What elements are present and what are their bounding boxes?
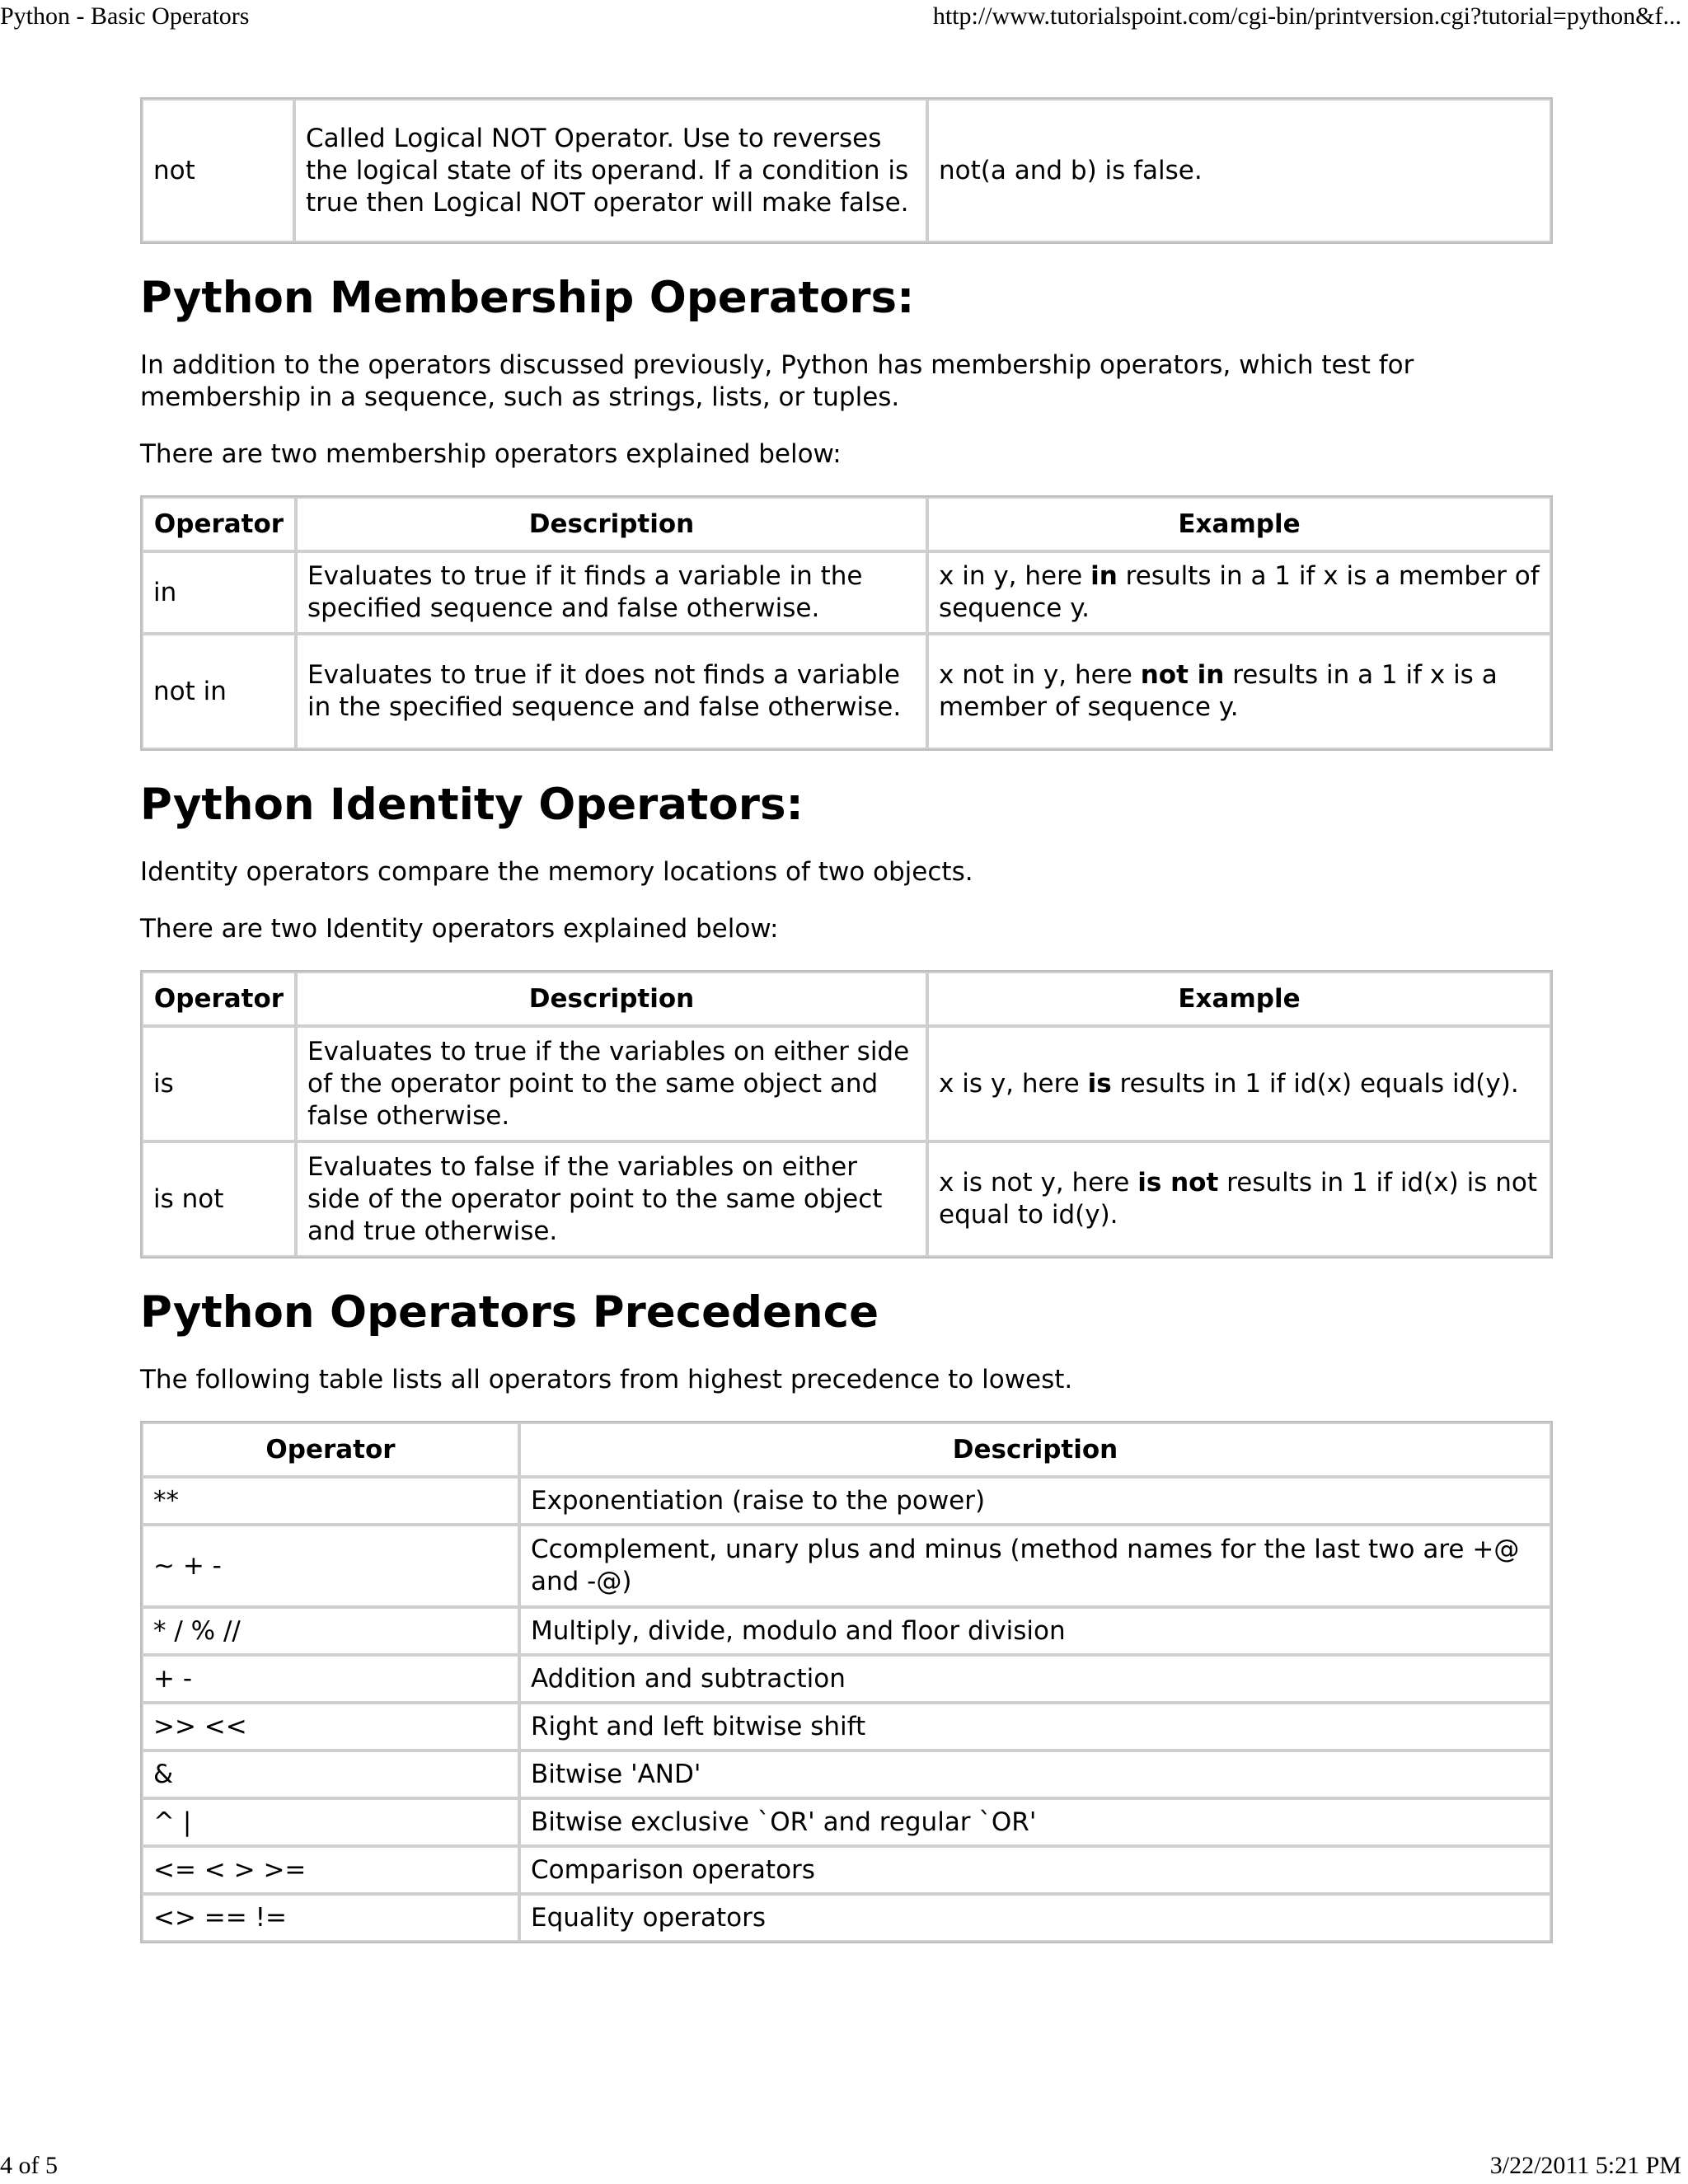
table-row xyxy=(142,1607,1551,1655)
example-text: results in 1 if id(x) equals id(y). xyxy=(1111,1068,1519,1099)
membership-intro: In addition to the operators discussed previously, Python has membership operators, which test for membership in a sequence, such as strings, lists, or tuples. xyxy=(140,350,1414,412)
print-header-url: http://www.tutorialspoint.com/cgi-bin/printversion.cgi?tutorial=python&f... xyxy=(932,2,1681,30)
operator-cell: is not xyxy=(142,1141,296,1257)
description-cell: Evaluates to true if it finds a variable in the specified sequence and false otherwise. xyxy=(296,551,927,634)
operator-cell: ^ | xyxy=(142,1798,519,1846)
example-keyword: is xyxy=(1087,1068,1112,1099)
table-row xyxy=(142,634,1551,749)
description-cell: Evaluates to true if the variables on either side of the operator point to the same object and false otherwise. xyxy=(296,1026,927,1141)
operator-cell: not in xyxy=(142,634,296,749)
column-header: Operator xyxy=(142,1422,519,1477)
operator-cell: * / % // xyxy=(142,1607,519,1655)
example-cell xyxy=(927,634,1551,749)
logical-operators-table-continued xyxy=(140,97,1553,244)
column-header: Operator xyxy=(142,497,296,551)
column-header: Description xyxy=(296,497,927,551)
identity-operators-table xyxy=(140,970,1553,1258)
example-keyword: in xyxy=(1090,561,1118,591)
operator-cell: + - xyxy=(142,1655,519,1703)
table-row xyxy=(142,1750,1551,1798)
table-row xyxy=(142,1525,1551,1607)
operator-cell: & xyxy=(142,1750,519,1798)
example-cell: not(a and b) is false. xyxy=(927,99,1551,242)
example-cell xyxy=(927,551,1551,634)
membership-lead: There are two membership operators explained below: xyxy=(140,439,842,469)
column-header: Operator xyxy=(142,972,296,1026)
description-cell: Multiply, divide, modulo and floor division xyxy=(519,1607,1551,1655)
operator-cell: not xyxy=(142,99,294,242)
table-row xyxy=(142,551,1551,634)
operator-cell: <> == != xyxy=(142,1894,519,1942)
description-cell: Evaluates to false if the variables on either side of the operator point to the same object and true otherwise. xyxy=(296,1141,927,1257)
table-row xyxy=(142,1141,1551,1257)
print-datetime: 3/22/2011 5:21 PM xyxy=(1489,2152,1681,2179)
column-header: Description xyxy=(296,972,927,1026)
example-text: results in a 1 if x is a member of sequence y. xyxy=(939,561,1540,623)
operator-cell: is xyxy=(142,1026,296,1141)
operator-cell: ~ + - xyxy=(142,1525,519,1607)
page-content xyxy=(140,97,1550,1943)
table-header-row xyxy=(142,1422,1551,1477)
description-cell: Exponentiation (raise to the power) xyxy=(519,1477,1551,1525)
example-keyword: is not xyxy=(1137,1168,1219,1197)
table-row xyxy=(142,99,1551,242)
description-cell: Ccomplement, unary plus and minus (method names for the last two are +@ and -@) xyxy=(519,1525,1551,1607)
table-row xyxy=(142,1798,1551,1846)
table-row xyxy=(142,1846,1551,1894)
table-row xyxy=(142,1477,1551,1525)
table-row xyxy=(142,1703,1551,1750)
identity-lead: There are two Identity operators explained below: xyxy=(140,914,779,944)
table-row xyxy=(142,1894,1551,1942)
description-cell: Called Logical NOT Operator. Use to reverses the logical state of its operand. If a condition is true then Logical NOT operator will make false. xyxy=(294,99,927,242)
operator-cell: ** xyxy=(142,1477,519,1525)
column-header: Description xyxy=(519,1422,1551,1477)
table-row xyxy=(142,1655,1551,1703)
operator-cell: in xyxy=(142,551,296,634)
description-cell: Bitwise 'AND' xyxy=(519,1750,1551,1798)
example-cell xyxy=(927,1141,1551,1257)
precedence-intro: The following table lists all operators from highest precedence to lowest. xyxy=(140,1365,1073,1394)
example-text: x not in y, here xyxy=(939,660,1141,690)
example-text: x is not y, here xyxy=(939,1168,1138,1197)
description-cell: Comparison operators xyxy=(519,1846,1551,1894)
example-text: results in 1 if id(x) is not equal to id(y). xyxy=(939,1168,1537,1230)
membership-operators-table xyxy=(140,495,1553,751)
example-text: x is y, here xyxy=(939,1068,1088,1099)
column-header: Example xyxy=(927,497,1551,551)
operator-cell: <= < > >= xyxy=(142,1846,519,1894)
page-number: 4 of 5 xyxy=(0,2152,58,2179)
precedence-table xyxy=(140,1421,1553,1943)
example-cell xyxy=(927,1026,1551,1141)
description-cell: Bitwise exclusive `OR' and regular `OR' xyxy=(519,1798,1551,1846)
membership-heading: Python Membership Operators: xyxy=(140,273,915,323)
description-cell: Right and left bitwise shift xyxy=(519,1703,1551,1750)
description-cell: Equality operators xyxy=(519,1894,1551,1942)
example-keyword: not in xyxy=(1140,660,1225,690)
table-header-row xyxy=(142,972,1551,1026)
column-header: Example xyxy=(927,972,1551,1026)
example-text: results in a 1 if x is a member of sequence y. xyxy=(939,660,1498,722)
identity-intro: Identity operators compare the memory locations of two objects. xyxy=(140,857,973,887)
table-row xyxy=(142,1026,1551,1141)
print-header-title: Python - Basic Operators xyxy=(0,2,250,30)
operator-cell: >> << xyxy=(142,1703,519,1750)
description-cell: Evaluates to true if it does not finds a variable in the specified sequence and false otherwise. xyxy=(296,634,927,749)
description-cell: Addition and subtraction xyxy=(519,1655,1551,1703)
identity-heading: Python Identity Operators: xyxy=(140,780,804,830)
example-text: x in y, here xyxy=(939,561,1091,591)
table-header-row xyxy=(142,497,1551,551)
precedence-heading: Python Operators Precedence xyxy=(140,1287,879,1338)
